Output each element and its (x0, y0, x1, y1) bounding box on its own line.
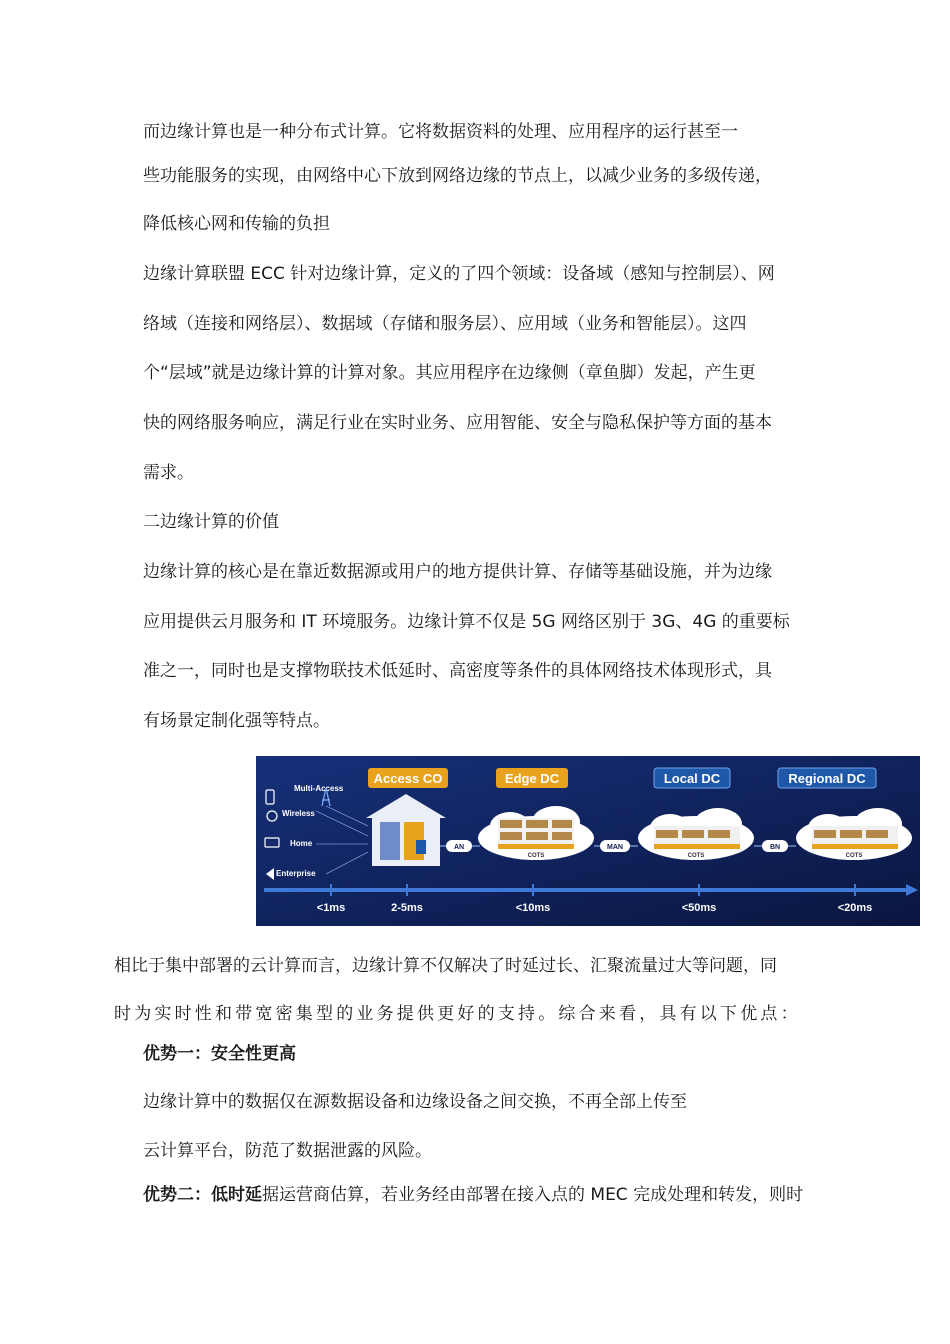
paragraph-line: 边缘计算中的数据仅在源数据设备和边缘设备之间交换，不再全部上传至 (143, 1092, 687, 1112)
tier-label: Access CO (373, 771, 443, 786)
paragraph-line: 相比于集中部署的云计算而言，边缘计算不仅解决了时延过长、汇聚流量过大等问题，同 (114, 956, 777, 976)
paragraph-line: 个“层域”就是边缘计算的计算对象。其应用程序在边缘侧（章鱼脚）发起，产生更 (143, 363, 756, 383)
tier-label: Regional DC (788, 771, 866, 786)
tier-label: Edge DC (504, 771, 560, 786)
access-label: Home (290, 839, 313, 848)
latency-label: <10ms (515, 902, 551, 914)
cots-label: COTS (527, 853, 545, 859)
access-label: Enterprise (276, 869, 316, 878)
paragraph-line: 边缘计算的核心是在靠近数据源或用户的地方提供计算、存储等基础设施，并为边缘 (143, 562, 772, 582)
paragraph-line: 络域（连接和网络层）、数据域（存储和服务层）、应用域（业务和智能层）。这四 (143, 314, 747, 334)
advantage-heading: 优势二：低时延 (143, 1185, 262, 1205)
latency-label: <20ms (837, 902, 873, 914)
latency-label: 2-5ms (391, 902, 423, 914)
paragraph-line: 云计算平台，防范了数据泄露的风险。 (143, 1141, 432, 1161)
paragraph-line: 准之一，同时也是支撑物联技术低延时、高密度等条件的具体网络技术体现形式，具 (143, 661, 772, 681)
link-bn (762, 840, 788, 852)
paragraph-line: 应用提供云月服务和 IT 环境服务。边缘计算不仅是 5G 网络区别于 3G、4G 的重要标 (143, 612, 790, 632)
tier-regional-dc (778, 768, 876, 788)
paragraph-line: 有场景定制化强等特点。 (143, 711, 330, 731)
svg-text:AN: AN (453, 844, 465, 851)
edge-computing-architecture-figure (256, 756, 920, 926)
advantage-line (143, 1183, 803, 1207)
link-man (600, 840, 630, 852)
access-label: Multi-Access (294, 784, 344, 793)
latency-label: <1ms (316, 902, 346, 914)
paragraph-line: 些功能服务的实现，由网络中心下放到网络边缘的节点上，以减少业务的多级传递， (143, 166, 772, 186)
svg-text:MAN: MAN (607, 844, 623, 851)
link-an (446, 840, 472, 852)
paragraph-line: 而边缘计算也是一种分布式计算。它将数据资料的处理、应用程序的运行甚至一 (143, 122, 738, 142)
tier-edge-dc (496, 768, 568, 788)
access-label: Wireless (282, 809, 315, 818)
advantage-text: 据运营商估算，若业务经由部署在接入点的 MEC 完成处理和转发，则时 (262, 1185, 804, 1205)
latency-label: <50ms (681, 902, 717, 914)
tier-access-co (368, 768, 448, 788)
paragraph-line: 需求。 (143, 463, 194, 483)
cots-label: COTS (687, 853, 705, 859)
tier-label: Local DC (663, 771, 721, 786)
svg-text:BN: BN (769, 844, 781, 851)
paragraph-line: 降低核心网和传输的负担 (143, 214, 330, 234)
tier-local-dc (654, 768, 730, 788)
paragraph-line: 快的网络服务响应，满足行业在实时业务、应用智能、安全与隐私保护等方面的基本 (143, 413, 772, 433)
section-heading: 二边缘计算的价值 (143, 512, 279, 532)
paragraph-line: 边缘计算联盟 ECC 针对边缘计算，定义的了四个领域：设备域（感知与控制层）、网 (143, 264, 775, 284)
paragraph-line: 时为实时性和带宽密集型的业务提供更好的支持。综合来看，具有以下优点： (114, 1004, 801, 1024)
advantage-heading: 优势一：安全性更高 (143, 1044, 296, 1064)
cots-label: COTS (845, 853, 863, 859)
